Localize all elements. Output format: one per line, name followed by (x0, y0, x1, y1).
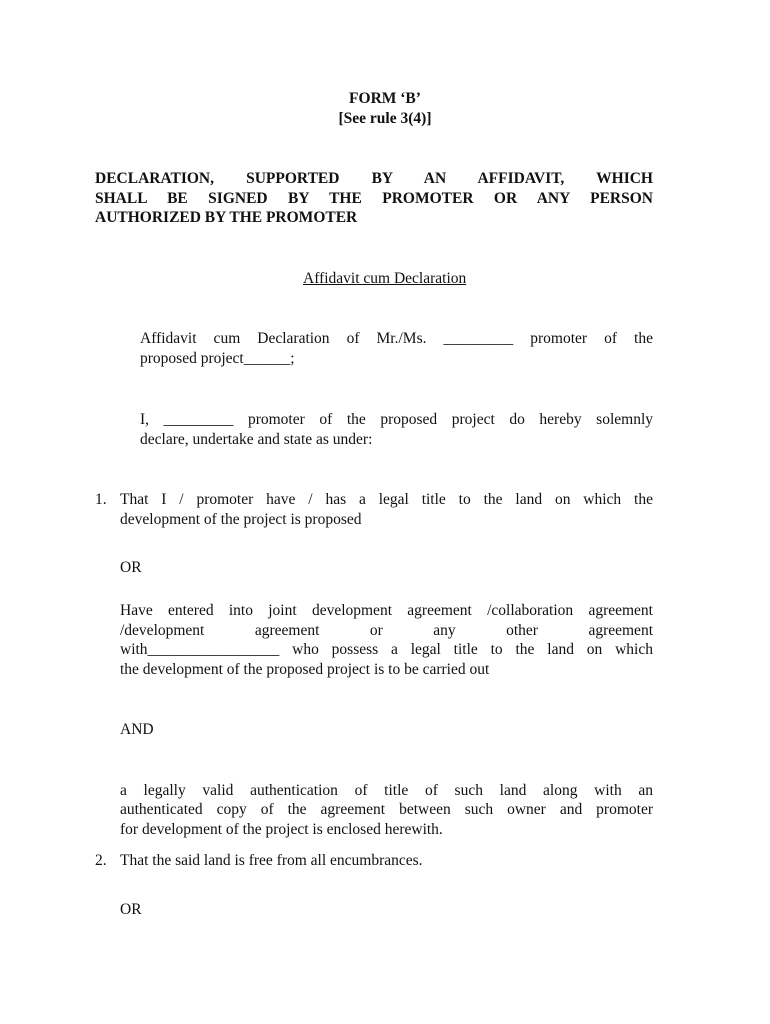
item-1-alt-line-2: /development agreement or any other agreement (120, 622, 653, 639)
declaration-line-1: I, _________ promoter of the proposed project do hereby solemnly (140, 411, 653, 428)
item-1-line-1: That I / promoter have / has a legal title to the land on which the (120, 491, 653, 508)
item-1-alt-line-3: with_________________ who possess a legal title to the land on which (120, 641, 653, 658)
item-2-or: OR (120, 901, 142, 918)
heading-line-2: SHALL BE SIGNED BY THE PROMOTER OR ANY PERSON (95, 190, 653, 207)
rule-reference: [See rule 3(4)] (338, 110, 432, 127)
item-1-alt-line-4: the development of the proposed project is to be carried out (120, 661, 490, 678)
item-1-alt-line-1: Have entered into joint development agreement /collaboration agreement (120, 602, 653, 619)
item-1-or: OR (120, 559, 142, 576)
item-1-and: AND (120, 721, 154, 738)
item-1-number: 1. (95, 491, 107, 508)
form-title: FORM ‘B’ (349, 90, 421, 107)
intro-line-2: proposed project______; (140, 350, 295, 367)
subtitle: Affidavit cum Declaration (303, 270, 467, 287)
item-2-number: 2. (95, 852, 107, 869)
item-2-line-1: That the said land is free from all encumbrances. (120, 852, 423, 869)
item-1-auth-line-1: a legally valid authentication of title of such land along with an (120, 782, 653, 799)
item-1-line-2: development of the project is proposed (120, 511, 362, 528)
heading-line-3: AUTHORIZED BY THE PROMOTER (95, 209, 358, 226)
intro-line-1: Affidavit cum Declaration of Mr./Ms. _________ promoter of the (140, 330, 653, 347)
item-1-auth-line-3: for development of the project is enclosed herewith. (120, 821, 443, 838)
heading-line-1: DECLARATION, SUPPORTED BY AN AFFIDAVIT, WHICH (95, 170, 653, 187)
item-1-auth-line-2: authenticated copy of the agreement between such owner and promoter (120, 801, 653, 818)
declaration-line-2: declare, undertake and state as under: (140, 431, 373, 448)
